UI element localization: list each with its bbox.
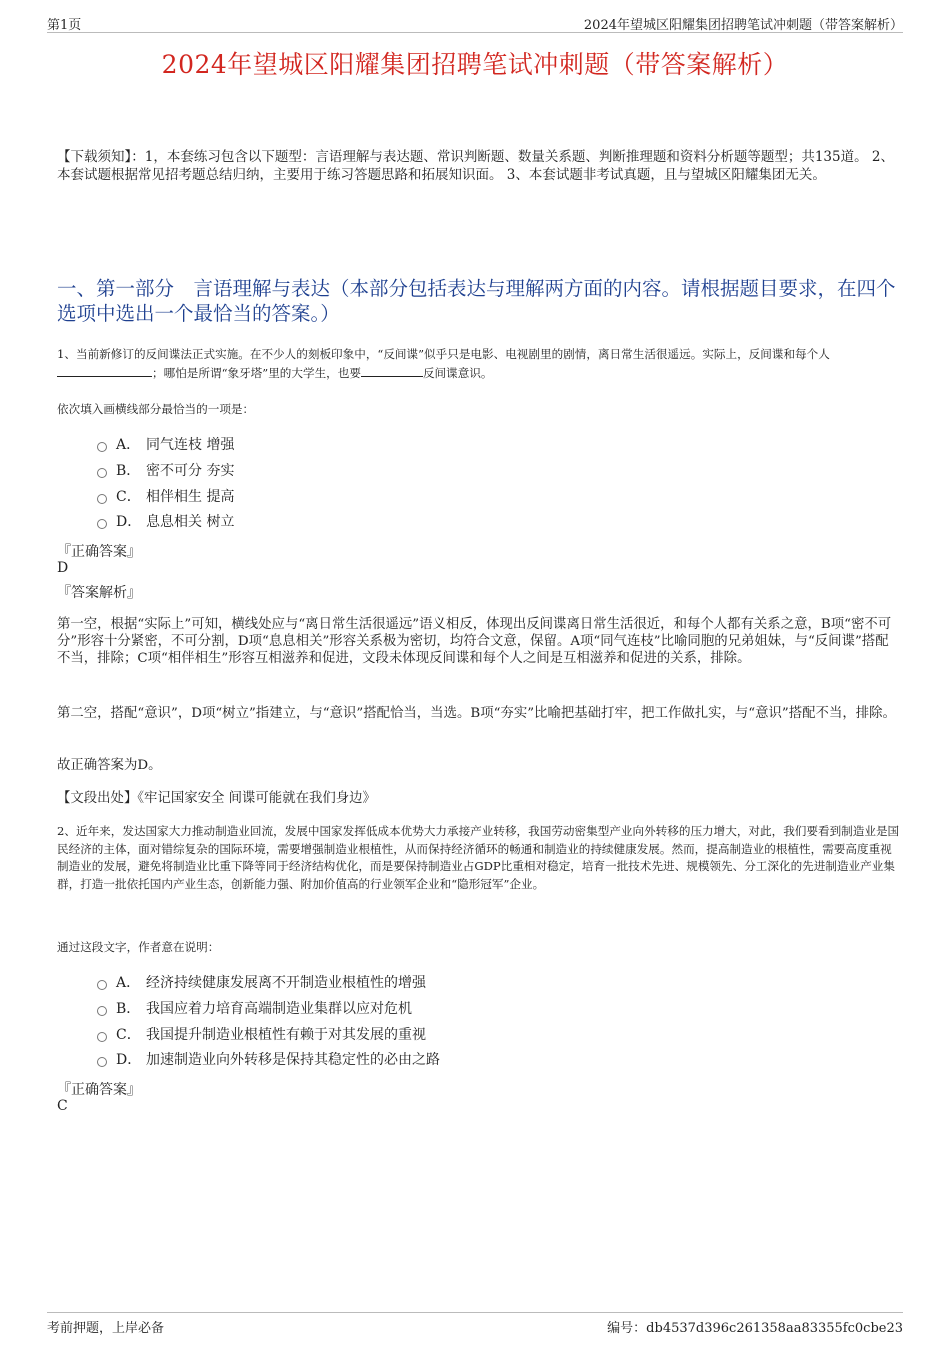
question-2-option-d[interactable]: D． 加速制造业向外转移是保持其稳定性的必由之路 <box>97 1050 440 1070</box>
question-1-prompt: 依次填入画横线部分最恰当的一项是： <box>57 402 255 416</box>
question-2-option-c[interactable]: C． 我国提升制造业根植性有赖于对其发展的重视 <box>97 1025 426 1045</box>
page-header <box>47 14 903 33</box>
question-1-answer-label: 『正确答案』 <box>57 544 141 560</box>
radio-icon[interactable] <box>97 1006 107 1016</box>
question-1-conclusion: 故正确答案为D。 <box>57 758 162 773</box>
page-title: 2024年望城区阳耀集团招聘笔试冲刺题（带答案解析） <box>161 50 789 79</box>
question-1-option-a[interactable]: A． 同气连枝 增强 <box>97 435 234 455</box>
question-2-option-a[interactable]: A． 经济持续健康发展离不开制造业根植性的增强 <box>97 973 426 993</box>
question-2-prompt: 通过这段文字，作者意在说明： <box>57 940 220 954</box>
question-1-option-d[interactable]: D． 息息相关 树立 <box>97 512 234 532</box>
radio-icon[interactable] <box>97 494 107 504</box>
blank-2 <box>361 364 423 377</box>
question-1-analysis-label: 『答案解析』 <box>57 585 141 601</box>
question-2-option-b[interactable]: B． 我国应着力培育高端制造业集群以应对危机 <box>97 999 412 1019</box>
page-number-label: 第1页 <box>47 18 82 33</box>
question-1-text-c: 反间谍意识。 <box>422 365 493 380</box>
question-1-option-b[interactable]: B． 密不可分 夯实 <box>97 461 234 481</box>
question-1-text <box>57 346 900 382</box>
question-2-text: 2、近年来，发达国家大力推动制造业回流，发展中国家发挥低成本优势大力承接产业转移，我国劳动密集型产业向外转移的压力增大，对此，我们要看到制造业是国民经济的主体，面对错综复杂的国际环境，需要增强制造业根植性，从而保持经济循环的畅通和制造业的持续健康发展。然而，提高制造业的根植性，需要高度重视制造业的发展，避免将制造业比重下降等同于经济结构优化，而是要保持制造业占GDP比重相对稳定，培育一批技术先进、规模领先、分工深化的先进制造业产业集群，打造一批依托国内产业生态，创新能力强、附加价值高的行业领军企业和“隐形冠军”企业。 <box>57 824 900 891</box>
radio-icon[interactable] <box>97 980 107 990</box>
blank-1 <box>57 364 152 377</box>
radio-icon[interactable] <box>97 442 107 452</box>
footer-slogan: 考前押题，上岸必备 <box>47 1321 165 1336</box>
question-2-answer: C <box>57 1098 68 1114</box>
radio-icon[interactable] <box>97 1057 107 1067</box>
question-1-source: 【文段出处】《牢记国家安全 间谍可能就在我们身边》 <box>57 791 376 806</box>
section-title: 一、第一部分 言语理解与表达（本部分包括表达与理解两方面的内容。请根据题目要求，在四个选项中选出一个最恰当的答案。） <box>57 277 896 325</box>
question-1-option-c[interactable]: C． 相伴相生 提高 <box>97 487 234 507</box>
question-1-analysis-paragraph-1: 第一空，根据“实际上”可知，横线处应与“离日常生活很遥远”语义相反，体现出反间谍离日常生活很近，和每个人都有关系之意，B项“密不可分”形容十分紧密，不可分割，D项“息息相关”形容关系极为密切，均符合文意，保留。A项“同气连枝”比喻同胞的兄弟姐妹，与“反间谍”搭配不当，排除；C项“相伴相生”形容互相滋养和促进，文段未体现反间谍和每个人之间是互相滋养和促进的关系，排除。 <box>57 617 892 666</box>
radio-icon[interactable] <box>97 519 107 529</box>
question-2-answer-label: 『正确答案』 <box>57 1082 141 1098</box>
question-1-text-a: 1、当前新修订的反间谍法正式实施。在不少人的刻板印象中，“反间谍”似乎只是电影、电视剧里的剧情，离日常生活很遥远。实际上，反间谍和每个人 <box>57 347 830 361</box>
radio-icon[interactable] <box>97 468 107 478</box>
radio-icon[interactable] <box>97 1032 107 1042</box>
question-1-text-b: ；哪怕是所谓“象牙塔”里的大学生，也要 <box>152 365 361 380</box>
download-notice: 【下载须知】：1，本套练习包含以下题型：言语理解与表达题、常识判断题、数量关系题、判断推理题和资料分析题等题型；共135道。 2、本套试题根据常见招考题总结归纳，主要用于练习答题思路和拓展知识面。 3、本套试题非考试真题，且与望城区阳耀集团无关。 <box>57 149 894 183</box>
footer-doc-id: 编号：db4537d396c261358aa83355fc0cbe23 <box>607 1321 903 1336</box>
page-footer <box>47 1312 903 1337</box>
header-doc-title: 2024年望城区阳耀集团招聘笔试冲刺题（带答案解析） <box>583 18 903 33</box>
question-1-answer: D <box>57 560 69 576</box>
question-1-analysis-paragraph-2: 第二空，搭配“意识”，D项“树立”指建立，与“意识”搭配恰当，当选。B项“夯实”比喻把基础打牢，把工作做扎实，与“意识”搭配不当，排除。 <box>57 706 896 721</box>
